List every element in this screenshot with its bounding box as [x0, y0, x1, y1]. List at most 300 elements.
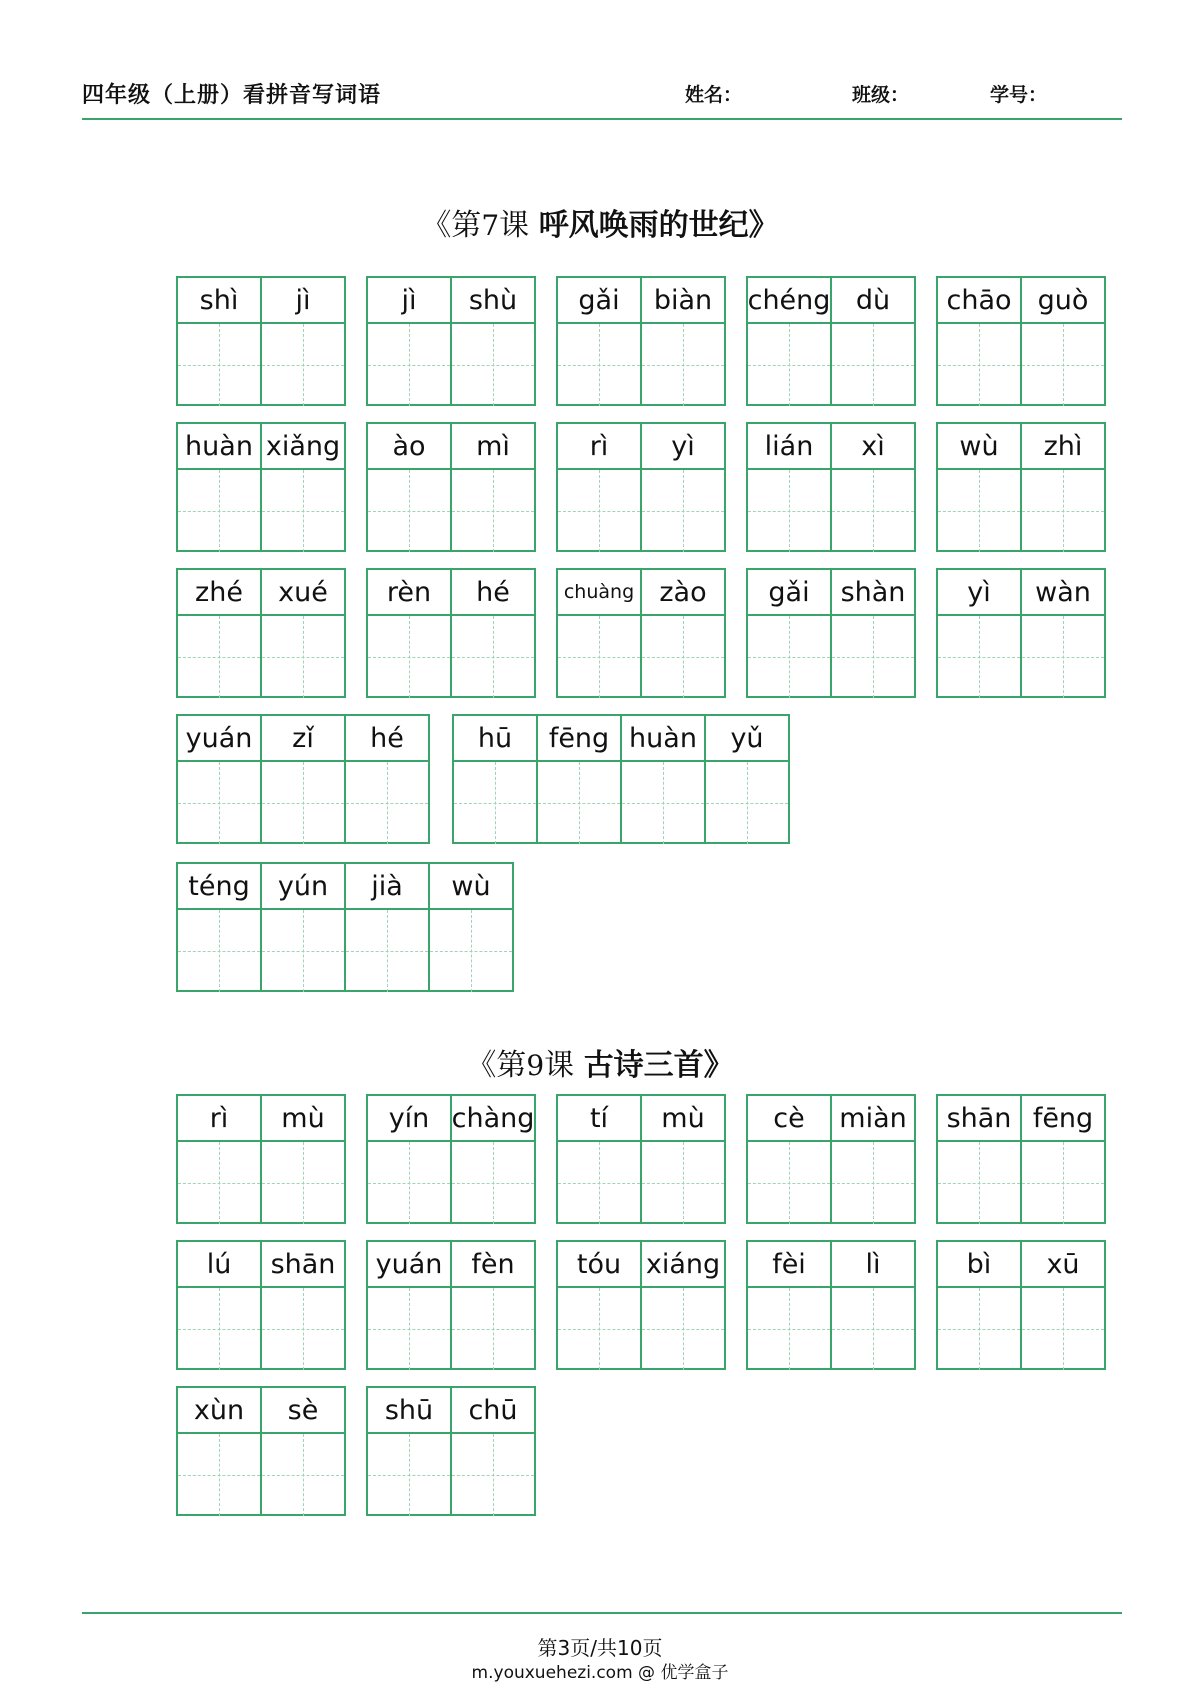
writing-square[interactable] — [642, 616, 724, 698]
character-cell — [260, 422, 346, 552]
character-cell — [936, 568, 1022, 698]
pinyin-label: biàn — [642, 278, 724, 324]
character-cell — [746, 1240, 832, 1370]
guide-line-horizontal — [452, 1475, 534, 1476]
guide-line-horizontal — [262, 1475, 344, 1476]
writing-square[interactable] — [748, 470, 830, 552]
character-cell — [176, 1094, 262, 1224]
guide-line-horizontal — [832, 657, 914, 658]
pinyin-label: mì — [452, 424, 534, 470]
pinyin-label: xiáng — [642, 1242, 724, 1288]
character-cell — [260, 276, 346, 406]
pinyin-label: fēng — [1022, 1096, 1104, 1142]
guide-line-horizontal — [346, 951, 428, 952]
character-cell — [556, 568, 642, 698]
word-box — [176, 422, 346, 552]
writing-square[interactable] — [368, 1142, 450, 1224]
pinyin-label: yì — [642, 424, 724, 470]
pinyin-label: shān — [938, 1096, 1020, 1142]
character-cell — [556, 422, 642, 552]
pinyin-label: xué — [262, 570, 344, 616]
guide-line-horizontal — [558, 1183, 640, 1184]
writing-square[interactable] — [452, 616, 534, 698]
character-cell — [260, 1240, 346, 1370]
pinyin-label: jià — [346, 864, 428, 910]
writing-square[interactable] — [368, 324, 450, 406]
guide-line-horizontal — [178, 1183, 260, 1184]
guide-line-horizontal — [262, 511, 344, 512]
word-box — [936, 422, 1106, 552]
word-box — [366, 1094, 536, 1224]
guide-line-horizontal — [832, 365, 914, 366]
pinyin-label: lì — [832, 1242, 914, 1288]
guide-line-horizontal — [938, 1183, 1020, 1184]
word-box — [746, 568, 916, 698]
pinyin-label: shàn — [832, 570, 914, 616]
character-cell — [830, 1240, 916, 1370]
writing-square[interactable] — [178, 1142, 260, 1224]
guide-line-horizontal — [1022, 365, 1104, 366]
character-cell — [260, 1094, 346, 1224]
writing-square[interactable] — [748, 1288, 830, 1370]
word-box — [746, 422, 916, 552]
guide-line-horizontal — [178, 365, 260, 366]
writing-square[interactable] — [368, 616, 450, 698]
pinyin-label: rì — [178, 1096, 260, 1142]
pinyin-label: zhì — [1022, 424, 1104, 470]
pinyin-label: mù — [642, 1096, 724, 1142]
word-box — [176, 714, 430, 844]
guide-line-horizontal — [178, 951, 260, 952]
guide-line-horizontal — [642, 1183, 724, 1184]
writing-square[interactable] — [748, 616, 830, 698]
writing-square[interactable] — [832, 1288, 914, 1370]
character-cell — [260, 1386, 346, 1516]
guide-line-horizontal — [346, 803, 428, 804]
guide-line-horizontal — [454, 803, 536, 804]
word-box — [176, 1240, 346, 1370]
word-box — [556, 422, 726, 552]
pinyin-label: tí — [558, 1096, 640, 1142]
guide-line-horizontal — [452, 1183, 534, 1184]
character-cell — [344, 862, 430, 992]
guide-line-horizontal — [832, 511, 914, 512]
writing-square[interactable] — [938, 616, 1020, 698]
writing-square[interactable] — [452, 1434, 534, 1516]
word-box — [746, 1240, 916, 1370]
character-cell — [1020, 1240, 1106, 1370]
character-cell — [640, 568, 726, 698]
guide-line-horizontal — [642, 1329, 724, 1330]
guide-line-horizontal — [558, 365, 640, 366]
guide-line-horizontal — [938, 657, 1020, 658]
lesson-prefix: 《第 — [466, 1048, 527, 1083]
guide-line-horizontal — [368, 511, 450, 512]
guide-line-horizontal — [262, 951, 344, 952]
word-box — [936, 276, 1106, 406]
writing-square[interactable] — [262, 470, 344, 552]
character-cell — [428, 862, 514, 992]
guide-line-horizontal — [622, 803, 704, 804]
guide-line-horizontal — [938, 511, 1020, 512]
guide-line-horizontal — [368, 1329, 450, 1330]
pinyin-label: shì — [178, 278, 260, 324]
header-divider — [82, 118, 1122, 120]
document-title: 四年级（上册）看拼音写词语 — [82, 83, 382, 108]
pinyin-label: guò — [1022, 278, 1104, 324]
lesson-title-9 — [0, 1040, 1200, 1084]
character-cell — [556, 1240, 642, 1370]
writing-square[interactable] — [262, 1434, 344, 1516]
writing-square[interactable] — [452, 470, 534, 552]
writing-square[interactable] — [452, 1142, 534, 1224]
word-box — [746, 1094, 916, 1224]
writing-square[interactable] — [178, 470, 260, 552]
pinyin-label: yún — [262, 864, 344, 910]
character-cell — [640, 276, 726, 406]
character-cell — [176, 1386, 262, 1516]
writing-square[interactable] — [832, 1142, 914, 1224]
character-cell — [344, 714, 430, 844]
writing-square[interactable] — [262, 1142, 344, 1224]
word-box — [176, 1386, 346, 1516]
writing-square[interactable] — [430, 910, 512, 992]
word-box — [366, 1240, 536, 1370]
pinyin-label: xū — [1022, 1242, 1104, 1288]
writing-square[interactable] — [346, 910, 428, 992]
writing-square[interactable] — [1022, 1288, 1104, 1370]
pinyin-label: zhé — [178, 570, 260, 616]
writing-square[interactable] — [178, 1434, 260, 1516]
writing-square[interactable] — [642, 1288, 724, 1370]
guide-line-horizontal — [368, 365, 450, 366]
writing-square[interactable] — [452, 1288, 534, 1370]
guide-line-horizontal — [368, 657, 450, 658]
writing-square[interactable] — [558, 1142, 640, 1224]
pinyin-label: dù — [832, 278, 914, 324]
pinyin-label: miàn — [832, 1096, 914, 1142]
character-cell — [620, 714, 706, 844]
pinyin-label: wù — [938, 424, 1020, 470]
writing-square[interactable] — [748, 1142, 830, 1224]
character-cell — [830, 276, 916, 406]
character-cell — [176, 1240, 262, 1370]
lesson-title-7 — [0, 200, 1200, 244]
writing-square[interactable] — [262, 616, 344, 698]
writing-square[interactable] — [748, 324, 830, 406]
lesson-prefix: 《第 — [421, 208, 482, 243]
writing-square[interactable] — [558, 470, 640, 552]
pinyin-label: fèn — [452, 1242, 534, 1288]
writing-square[interactable] — [262, 324, 344, 406]
guide-line-horizontal — [1022, 1183, 1104, 1184]
character-cell — [260, 862, 346, 992]
pinyin-label: fēng — [538, 716, 620, 762]
pinyin-label: wàn — [1022, 570, 1104, 616]
page-number: 第3页/共10页 — [537, 1636, 663, 1660]
word-box — [366, 1386, 536, 1516]
guide-line-horizontal — [262, 803, 344, 804]
pinyin-label: cè — [748, 1096, 830, 1142]
writing-square[interactable] — [178, 1288, 260, 1370]
pinyin-label: bì — [938, 1242, 1020, 1288]
pinyin-label: téng — [178, 864, 260, 910]
writing-square[interactable] — [938, 470, 1020, 552]
writing-square[interactable] — [558, 616, 640, 698]
word-box — [176, 1094, 346, 1224]
writing-square[interactable] — [178, 910, 260, 992]
guide-line-horizontal — [642, 365, 724, 366]
guide-line-horizontal — [178, 1475, 260, 1476]
footer-divider — [82, 1612, 1122, 1614]
pinyin-label: chū — [452, 1388, 534, 1434]
pinyin-label: yuán — [178, 716, 260, 762]
guide-line-horizontal — [452, 511, 534, 512]
guide-line-horizontal — [558, 1329, 640, 1330]
pinyin-label: chàng — [452, 1096, 534, 1142]
character-cell — [640, 1094, 726, 1224]
character-cell — [936, 1094, 1022, 1224]
writing-square[interactable] — [262, 910, 344, 992]
guide-line-horizontal — [938, 365, 1020, 366]
pinyin-label: xiǎng — [262, 424, 344, 470]
guide-line-horizontal — [368, 1475, 450, 1476]
character-cell — [450, 276, 536, 406]
character-cell — [366, 1386, 452, 1516]
character-cell — [176, 422, 262, 552]
pinyin-label: lú — [178, 1242, 260, 1288]
pinyin-label: yì — [938, 570, 1020, 616]
character-cell — [1020, 568, 1106, 698]
pinyin-label: lián — [748, 424, 830, 470]
name-label: 姓名： — [685, 84, 743, 106]
guide-line-horizontal — [748, 511, 830, 512]
pinyin-label: xì — [832, 424, 914, 470]
pinyin-label: shān — [262, 1242, 344, 1288]
guide-line-horizontal — [178, 511, 260, 512]
word-box — [556, 568, 726, 698]
word-box — [176, 862, 514, 992]
character-cell — [830, 568, 916, 698]
pinyin-label: huàn — [622, 716, 704, 762]
word-box — [936, 1094, 1106, 1224]
guide-line-horizontal — [1022, 511, 1104, 512]
character-cell — [936, 276, 1022, 406]
pinyin-label: rì — [558, 424, 640, 470]
character-cell — [260, 568, 346, 698]
word-box — [366, 422, 536, 552]
writing-square[interactable] — [706, 762, 788, 844]
character-cell — [556, 276, 642, 406]
writing-square[interactable] — [452, 324, 534, 406]
word-box — [176, 276, 346, 406]
writing-square[interactable] — [832, 324, 914, 406]
writing-square[interactable] — [1022, 1142, 1104, 1224]
guide-line-horizontal — [1022, 657, 1104, 658]
character-cell — [450, 1240, 536, 1370]
guide-line-horizontal — [178, 657, 260, 658]
writing-square[interactable] — [622, 762, 704, 844]
pinyin-label: yín — [368, 1096, 450, 1142]
guide-line-horizontal — [748, 365, 830, 366]
writing-square[interactable] — [1022, 616, 1104, 698]
character-cell — [366, 1094, 452, 1224]
word-box — [176, 568, 346, 698]
writing-square[interactable] — [262, 762, 344, 844]
writing-square[interactable] — [368, 470, 450, 552]
pinyin-label: tóu — [558, 1242, 640, 1288]
character-cell — [176, 568, 262, 698]
lesson-number: 7 — [481, 209, 500, 242]
guide-line-horizontal — [642, 657, 724, 658]
site-credit: m.youxuehezi.com @ 优学盒子 — [471, 1663, 729, 1683]
character-cell — [936, 1240, 1022, 1370]
guide-line-horizontal — [706, 803, 788, 804]
writing-square[interactable] — [538, 762, 620, 844]
pinyin-label: mù — [262, 1096, 344, 1142]
pinyin-label: xùn — [178, 1388, 260, 1434]
writing-square[interactable] — [642, 470, 724, 552]
pinyin-label: gǎi — [558, 278, 640, 324]
pinyin-label: yuán — [368, 1242, 450, 1288]
writing-square[interactable] — [368, 1288, 450, 1370]
pinyin-label: zào — [642, 570, 724, 616]
writing-square[interactable] — [938, 1142, 1020, 1224]
guide-line-horizontal — [178, 803, 260, 804]
pinyin-label: hé — [346, 716, 428, 762]
writing-square[interactable] — [178, 324, 260, 406]
character-cell — [366, 1240, 452, 1370]
writing-square[interactable] — [1022, 470, 1104, 552]
writing-square[interactable] — [178, 616, 260, 698]
writing-square[interactable] — [832, 616, 914, 698]
class-label: 班级： — [852, 84, 910, 106]
character-cell — [746, 1094, 832, 1224]
character-cell — [366, 568, 452, 698]
guide-line-horizontal — [832, 1183, 914, 1184]
guide-line-horizontal — [748, 1183, 830, 1184]
pinyin-label: jì — [262, 278, 344, 324]
character-cell — [640, 422, 726, 552]
guide-line-horizontal — [452, 1329, 534, 1330]
character-cell — [1020, 1094, 1106, 1224]
guide-line-horizontal — [558, 657, 640, 658]
pinyin-label: wù — [430, 864, 512, 910]
guide-line-horizontal — [452, 657, 534, 658]
guide-line-horizontal — [558, 511, 640, 512]
guide-line-horizontal — [262, 1183, 344, 1184]
writing-square[interactable] — [262, 1288, 344, 1370]
character-cell — [1020, 422, 1106, 552]
character-cell — [746, 276, 832, 406]
guide-line-horizontal — [748, 1329, 830, 1330]
character-cell — [366, 422, 452, 552]
guide-line-horizontal — [1022, 1329, 1104, 1330]
pinyin-label: shū — [368, 1388, 450, 1434]
pinyin-label: zǐ — [262, 716, 344, 762]
lesson-number: 9 — [526, 1049, 545, 1082]
lesson-suffix: 课 — [499, 208, 530, 243]
character-cell — [176, 862, 262, 992]
word-box — [556, 276, 726, 406]
writing-square[interactable] — [346, 762, 428, 844]
pinyin-label: hū — [454, 716, 536, 762]
pinyin-label: yǔ — [706, 716, 788, 762]
student-number-label: 学号： — [990, 84, 1048, 106]
character-cell — [260, 714, 346, 844]
pinyin-label: fèi — [748, 1242, 830, 1288]
writing-square[interactable] — [178, 762, 260, 844]
character-cell — [176, 714, 262, 844]
character-cell — [640, 1240, 726, 1370]
guide-line-horizontal — [430, 951, 512, 952]
guide-line-horizontal — [748, 657, 830, 658]
lesson-suffix: 课 — [544, 1048, 575, 1083]
character-cell — [536, 714, 622, 844]
writing-square[interactable] — [938, 1288, 1020, 1370]
guide-line-horizontal — [938, 1329, 1020, 1330]
character-cell — [176, 276, 262, 406]
character-cell — [450, 422, 536, 552]
character-cell — [830, 422, 916, 552]
pinyin-label: shù — [452, 278, 534, 324]
character-cell — [452, 714, 538, 844]
writing-square[interactable] — [558, 1288, 640, 1370]
writing-square[interactable] — [832, 470, 914, 552]
pinyin-label: jì — [368, 278, 450, 324]
pinyin-label: ào — [368, 424, 450, 470]
word-box — [746, 276, 916, 406]
page-header — [82, 78, 1122, 110]
word-box — [556, 1094, 726, 1224]
writing-square[interactable] — [642, 1142, 724, 1224]
writing-square[interactable] — [368, 1434, 450, 1516]
writing-square[interactable] — [558, 324, 640, 406]
guide-line-horizontal — [538, 803, 620, 804]
pinyin-label: rèn — [368, 570, 450, 616]
word-box — [366, 568, 536, 698]
word-box — [936, 1240, 1106, 1370]
guide-line-horizontal — [642, 511, 724, 512]
guide-line-horizontal — [368, 1183, 450, 1184]
writing-square[interactable] — [1022, 324, 1104, 406]
pinyin-label: chéng — [748, 278, 830, 324]
word-box — [556, 1240, 726, 1370]
character-cell — [556, 1094, 642, 1224]
character-cell — [830, 1094, 916, 1224]
guide-line-horizontal — [262, 1329, 344, 1330]
writing-square[interactable] — [938, 324, 1020, 406]
writing-square[interactable] — [642, 324, 724, 406]
pinyin-label: huàn — [178, 424, 260, 470]
character-cell — [704, 714, 790, 844]
lesson-name: 呼风唤雨的世纪》 — [538, 208, 779, 243]
guide-line-horizontal — [262, 657, 344, 658]
word-box — [936, 568, 1106, 698]
character-cell — [450, 1386, 536, 1516]
character-cell — [1020, 276, 1106, 406]
character-cell — [366, 276, 452, 406]
character-cell — [450, 568, 536, 698]
guide-line-horizontal — [262, 365, 344, 366]
word-box — [366, 276, 536, 406]
character-cell — [746, 568, 832, 698]
pinyin-label: hé — [452, 570, 534, 616]
character-cell — [936, 422, 1022, 552]
character-cell — [746, 422, 832, 552]
writing-square[interactable] — [454, 762, 536, 844]
guide-line-horizontal — [832, 1329, 914, 1330]
